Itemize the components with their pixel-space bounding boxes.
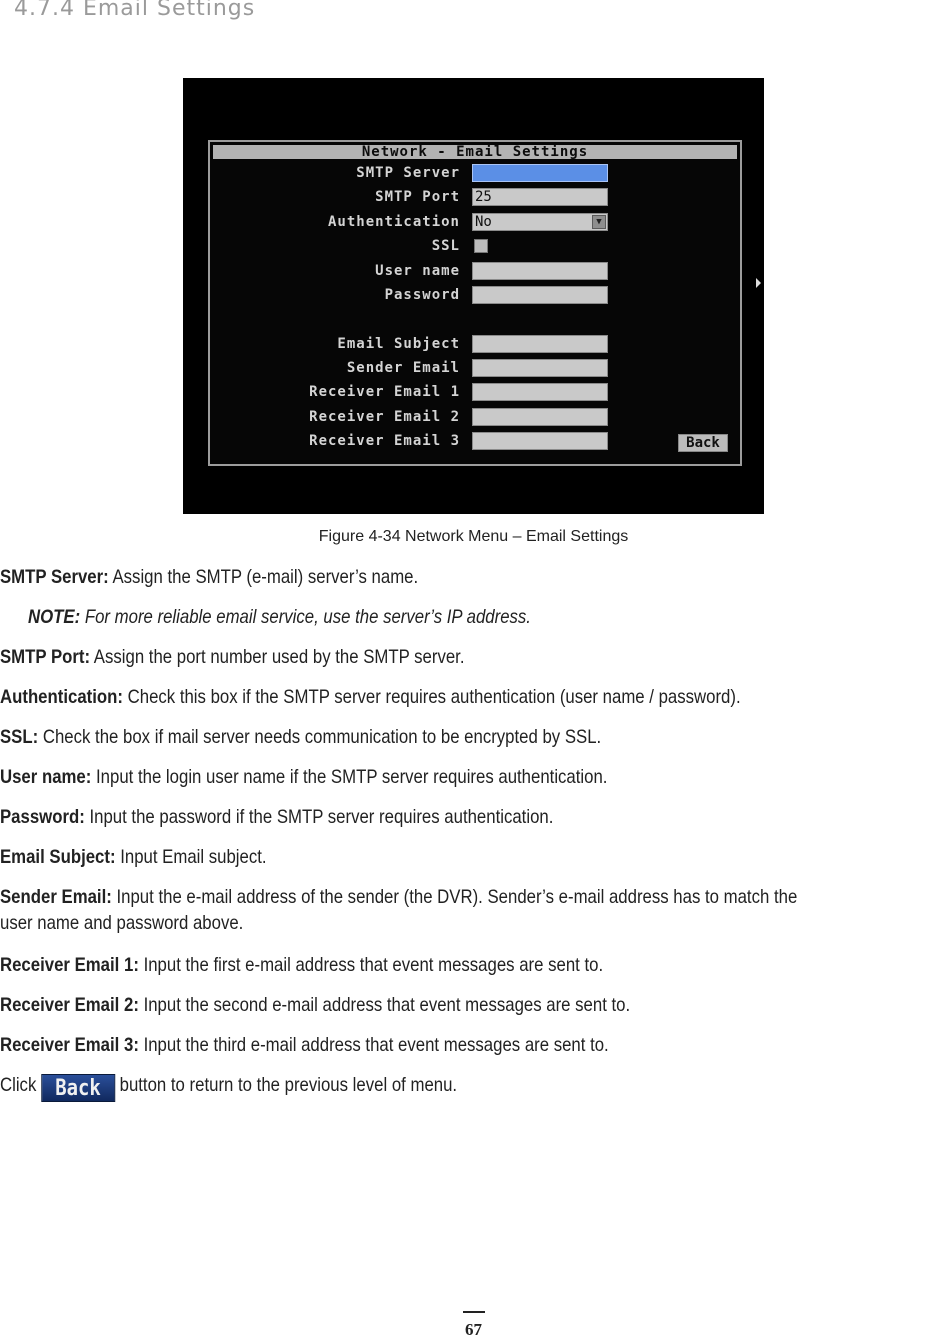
field-label: Password xyxy=(384,287,460,303)
field-label: SSL xyxy=(431,238,460,254)
description-text: Input the third e-mail address that event messages are sent to. xyxy=(138,1034,609,1056)
description-paragraph xyxy=(0,684,814,710)
description-term: Receiver Email 3: xyxy=(0,1034,139,1056)
description-text: Input Email subject. xyxy=(115,846,267,868)
field-value: 25 xyxy=(475,189,492,205)
description-text: Input the password if the SMTP server requires authentication. xyxy=(84,806,554,828)
description-paragraph xyxy=(0,884,814,936)
click-back-instruction xyxy=(0,1072,814,1102)
description-text: Assign the SMTP (e-mail) server’s name. xyxy=(108,566,419,588)
description-term: Receiver Email 1: xyxy=(0,954,139,976)
description-paragraph xyxy=(0,952,814,978)
description-text: For more reliable email service, use the server’s IP address. xyxy=(80,606,531,628)
page-number-rule xyxy=(463,1311,485,1313)
description-text: Check this box if the SMTP server requires authentication (user name / password). xyxy=(122,686,741,708)
field-input[interactable] xyxy=(472,432,608,450)
field-input[interactable] xyxy=(472,262,608,280)
description-text: Input the first e-mail address that event messages are sent to. xyxy=(138,954,604,976)
field-input[interactable] xyxy=(472,188,608,206)
figure-caption: Figure 4-34 Network Menu – Email Settings xyxy=(318,528,629,545)
inline-back-button-icon: Back xyxy=(41,1074,115,1102)
description-continuation: user name and password above. xyxy=(0,912,244,934)
click-after-text: button to return to the previous level of menu. xyxy=(114,1074,458,1096)
description-paragraph xyxy=(0,644,814,670)
email-settings-panel xyxy=(208,140,742,466)
description-term: SMTP Server: xyxy=(0,566,109,588)
description-text: Input the second e-mail address that event messages are sent to. xyxy=(138,994,631,1016)
field-label: Sender Email xyxy=(346,360,460,376)
field-input[interactable] xyxy=(472,335,608,353)
field-input[interactable] xyxy=(472,408,608,426)
description-text: Check the box if mail server needs communication to be encrypted by SSL. xyxy=(38,726,602,748)
field-label: User name xyxy=(375,263,460,279)
section-heading: 4.7.4 Email Settings xyxy=(14,0,256,21)
click-text: Click xyxy=(0,1074,41,1096)
field-label: Email Subject xyxy=(337,336,460,352)
field-input[interactable] xyxy=(472,164,608,182)
field-label: SMTP Port xyxy=(375,189,460,205)
authentication-select[interactable] xyxy=(472,213,608,231)
description-text: Assign the port number used by the SMTP server. xyxy=(90,646,465,668)
description-paragraph xyxy=(0,724,814,750)
field-input[interactable] xyxy=(472,359,608,377)
dvr-screenshot xyxy=(183,78,764,514)
back-button[interactable]: Back xyxy=(678,434,728,452)
description-paragraph xyxy=(0,844,814,870)
field-label: Receiver Email 3 xyxy=(309,433,460,449)
description-text: Input the login user name if the SMTP server requires authentication. xyxy=(91,766,608,788)
description-paragraph xyxy=(0,804,814,830)
description-term: Password: xyxy=(0,806,85,828)
field-label: Receiver Email 2 xyxy=(309,409,460,425)
description-term: Authentication: xyxy=(0,686,123,708)
description-term: User name: xyxy=(0,766,92,788)
panel-title: Network - Email Settings xyxy=(213,145,737,159)
description-paragraph xyxy=(0,764,814,790)
description-term: SMTP Port: xyxy=(0,646,91,668)
description-paragraph xyxy=(0,992,814,1018)
ssl-checkbox[interactable] xyxy=(474,239,488,253)
field-input[interactable] xyxy=(472,286,608,304)
chevron-down-icon[interactable]: ▼ xyxy=(592,215,606,229)
description-term: NOTE: xyxy=(28,606,81,628)
description-term: SSL: xyxy=(0,726,39,748)
field-label: Receiver Email 1 xyxy=(309,384,460,400)
note-paragraph xyxy=(28,604,842,630)
field-input[interactable] xyxy=(472,383,608,401)
description-paragraph xyxy=(0,564,814,590)
field-label: SMTP Server xyxy=(356,165,460,181)
field-label: Authentication xyxy=(327,214,460,230)
description-term: Sender Email: xyxy=(0,886,112,908)
description-term: Receiver Email 2: xyxy=(0,994,139,1016)
mouse-cursor-icon xyxy=(756,278,761,288)
description-text: Input the e-mail address of the sender (the DVR). Sender’s e-mail address has to match the xyxy=(111,886,798,908)
description-paragraph xyxy=(0,1032,814,1058)
description-term: Email Subject: xyxy=(0,846,116,868)
field-value: No xyxy=(475,214,492,230)
page-number: 67 xyxy=(465,1320,482,1339)
